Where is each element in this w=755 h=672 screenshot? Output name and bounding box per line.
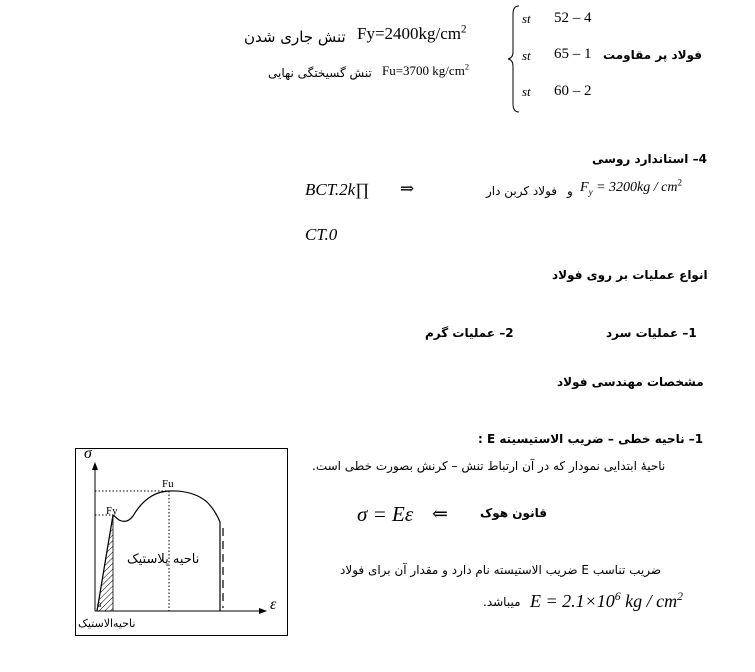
fu-label-diagram: Fu	[162, 478, 174, 490]
fy-value	[357, 24, 467, 44]
stress-strain-curve	[75, 448, 288, 636]
plastic-region-label: ناحیه پلاستیک	[127, 552, 200, 567]
fy-text: Fy=2400kg/cm	[357, 24, 462, 43]
epsilon-label: ε	[270, 596, 277, 613]
bct-formula: BCT.2k∏	[305, 180, 370, 199]
grade-3-st: st	[522, 84, 531, 99]
x-axis-arrow-icon	[259, 608, 267, 614]
ct-formula: CT.0	[305, 225, 338, 244]
fu-text: Fu=3700 kg/cm	[382, 63, 465, 78]
brace-icon	[507, 4, 521, 114]
fu-value	[382, 63, 469, 79]
operations-heading: انواع عملیات بر روی فولاد	[552, 268, 708, 282]
linear-region-description: ناحیهٔ ابتدایی نمودار که در آن ارتباط تنش – کرنش بصورت خطی است.	[312, 459, 666, 473]
sigma-label: σ	[84, 445, 92, 462]
grade-1-st: st	[522, 11, 531, 26]
fy-label: تنش جاری شدن	[244, 28, 346, 46]
hooke-law-label: قانون هوک	[480, 506, 547, 520]
fy-label-diagram: Fy	[106, 505, 118, 517]
modulus-unit: kg / cm	[620, 591, 678, 611]
high-strength-steel-label: فولاد پر مقاومت	[603, 48, 702, 62]
left-arrow-icon: ⇐	[432, 504, 448, 525]
cold-operations: 1– عملیات سرد	[606, 326, 697, 340]
modulus-unit-exponent: 2	[677, 590, 683, 603]
y-axis-arrow-icon	[92, 462, 98, 470]
and-word: و	[567, 184, 573, 198]
fy-exponent: 2	[461, 23, 467, 36]
fy-3200-text: = 3200kg / cm	[592, 180, 678, 195]
properties-heading: مشخصات مهندسی فولاد	[557, 375, 704, 389]
fy-3200-formula	[580, 177, 683, 197]
fy-symbol: F	[580, 180, 589, 195]
modulus-formula	[530, 591, 683, 612]
modulus-exponent: 6	[614, 590, 621, 603]
russian-standard-heading: 4– استاندارد روسی	[592, 152, 707, 166]
grade-2-st: st	[522, 48, 531, 63]
fy-subscript: y	[588, 186, 593, 197]
hot-operations: 2– عملیات گرم	[425, 326, 514, 340]
implies-arrow-icon: ⇒	[400, 179, 415, 198]
modulus-suffix: میباشد.	[483, 595, 521, 609]
fy-3200-exponent: 2	[677, 177, 683, 188]
grade-2-value: 65 – 1	[554, 46, 592, 62]
linear-region-title: 1– ناحیه خطی – ضریب الاستیسیته E :	[478, 432, 704, 446]
alpha-label: α	[97, 599, 102, 609]
hooke-formula: σ = Eε	[357, 502, 414, 526]
grade-1-value: 52 – 4	[554, 10, 592, 26]
fu-exponent: 2	[464, 61, 470, 72]
modulus-value: E = 2.1×10	[530, 591, 615, 611]
carbon-steel-label: فولاد کربن دار	[486, 184, 558, 198]
elastic-region-label: ناحیه‌الاستیک	[78, 617, 136, 630]
modulus-description: ضریب تناسب E ضریب الاستیسته نام دارد و مقدار آن برای فولاد	[340, 563, 662, 577]
fu-label: تنش گسیختگی نهایی	[268, 66, 372, 80]
grade-3-value: 60 – 2	[554, 83, 592, 99]
